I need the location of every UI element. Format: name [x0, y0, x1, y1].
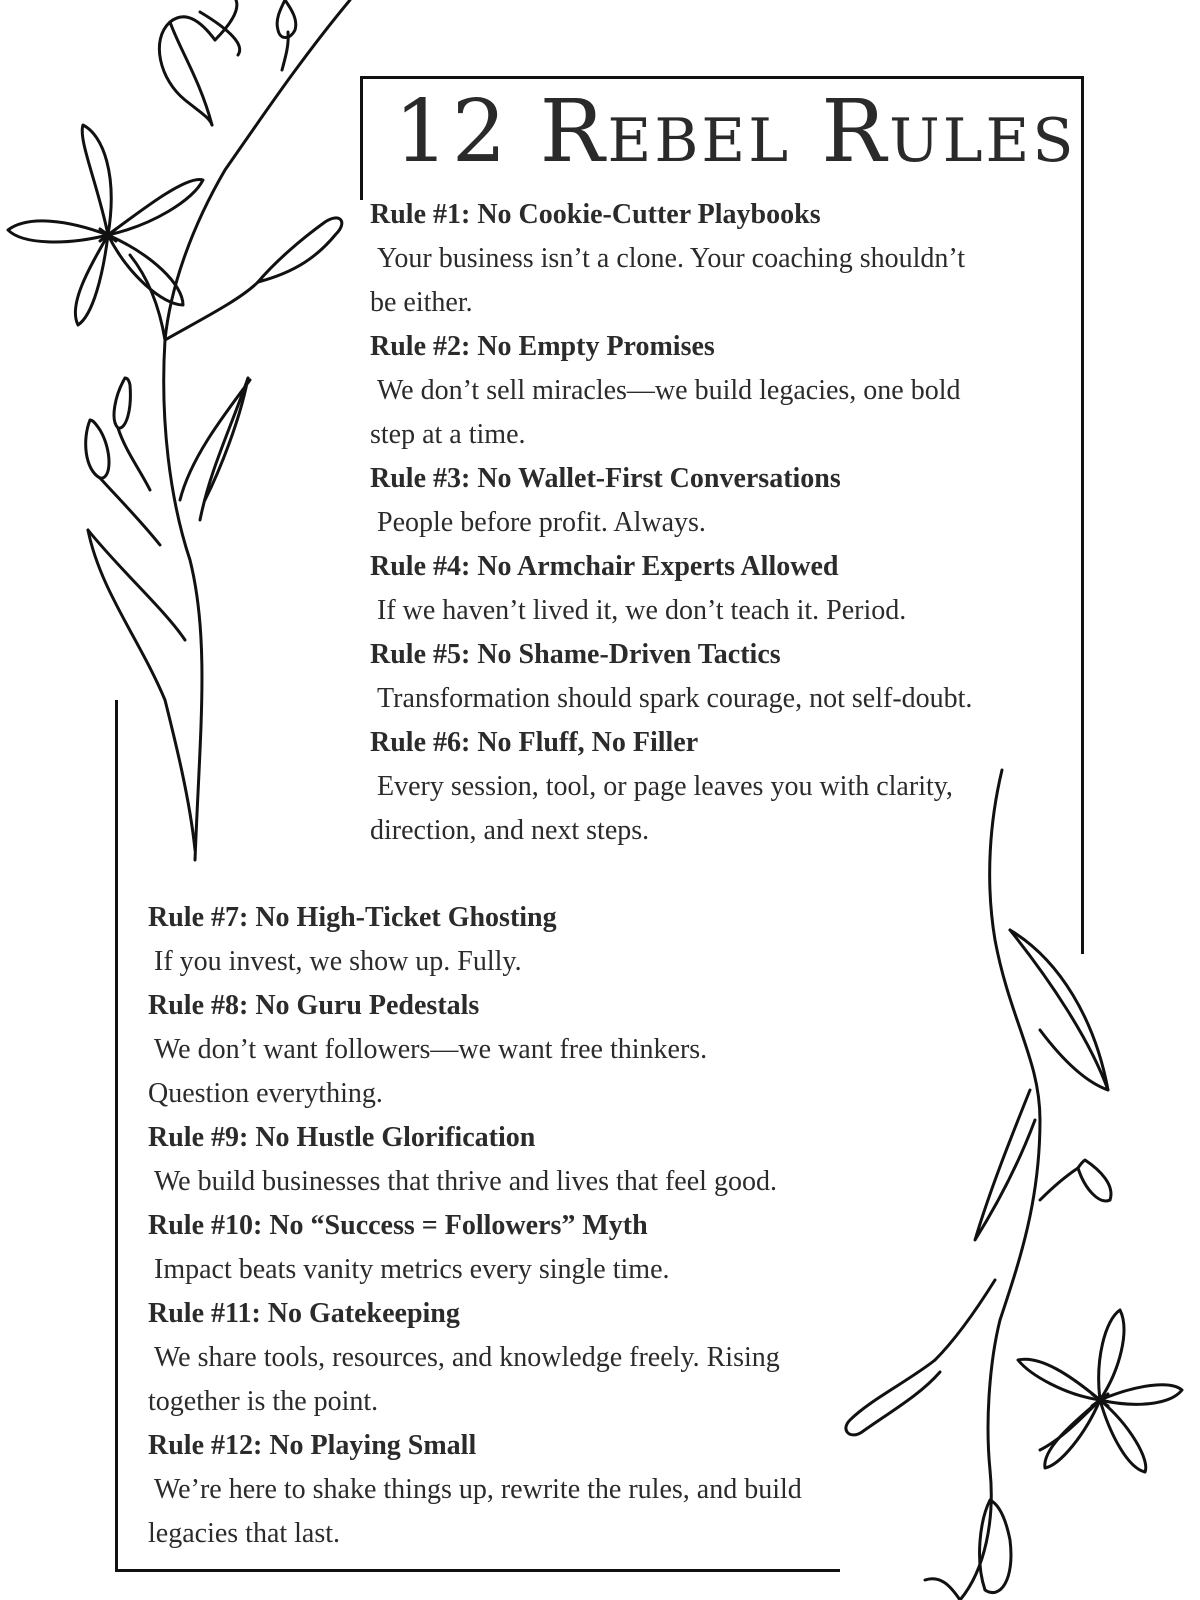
rule-heading: Rule #12: No Playing Small: [148, 1430, 477, 1461]
rule-body: [370, 501, 1050, 545]
rule-heading: Rule #4: No Armchair Experts Allowed: [370, 551, 839, 582]
rule-body-line: step at a time.: [370, 419, 526, 450]
rule-heading: Rule #1: No Cookie-Cutter Playbooks: [370, 199, 821, 230]
frame-right-border: [1081, 76, 1084, 954]
rule-body-line: If you invest, we show up. Fully.: [154, 946, 522, 977]
rule-body-line: We don’t want followers—we want free thinkers.: [154, 1034, 708, 1065]
frame-top-left-border: [360, 76, 363, 200]
rule-heading: Rule #11: No Gatekeeping: [148, 1298, 460, 1329]
rule-body-line: We share tools, resources, and knowledge freely. Rising: [154, 1342, 780, 1373]
rule-body: [370, 237, 1050, 325]
rule-body-line: direction, and next steps.: [370, 815, 650, 846]
rule-body-line: be either.: [370, 287, 473, 318]
rule-body-line: We build businesses that thrive and lives that feel good.: [154, 1166, 777, 1197]
rule-heading: Rule #9: No Hustle Glorification: [148, 1122, 536, 1153]
rule-body-line: If we haven’t lived it, we don’t teach it. Period.: [377, 595, 907, 626]
rule-heading: Rule #5: No Shame-Driven Tactics: [370, 639, 781, 670]
rule-body: [370, 589, 1050, 633]
rule-body: [148, 1028, 868, 1116]
rule-body: [370, 677, 1050, 721]
rule-heading: Rule #8: No Guru Pedestals: [148, 990, 480, 1021]
rules-list-bottom: [148, 896, 868, 1556]
rule-heading: Rule #3: No Wallet-First Conversations: [370, 463, 841, 494]
rule-body-line: legacies that last.: [148, 1518, 341, 1549]
page-title: 12 Rebel Rules: [394, 82, 1077, 182]
frame-top-border: [360, 76, 1084, 79]
rule-heading: Rule #7: No High-Ticket Ghosting: [148, 902, 557, 933]
rule-body-line: Impact beats vanity metrics every single time.: [154, 1254, 670, 1285]
frame-left-border: [115, 700, 118, 1572]
rule-body-line: We’re here to shake things up, rewrite the rules, and build: [154, 1474, 802, 1505]
rule-body-line: Question everything.: [148, 1078, 383, 1109]
rule-body: [148, 940, 868, 984]
rule-heading: Rule #6: No Fluff, No Filler: [370, 727, 699, 758]
rule-body: [148, 1336, 868, 1424]
frame-bottom-border: [115, 1569, 840, 1572]
rule-body: [148, 1468, 868, 1556]
rule-heading: Rule #2: No Empty Promises: [370, 331, 715, 362]
rule-body-line: Transformation should spark courage, not self-doubt.: [377, 683, 973, 714]
rule-body: [148, 1248, 868, 1292]
rule-body-line: Your business isn’t a clone. Your coaching shouldn’t: [377, 243, 966, 274]
rule-body-line: People before profit. Always.: [377, 507, 706, 538]
rule-body: [148, 1160, 868, 1204]
rules-list-top: [370, 193, 1050, 853]
rule-body-line: Every session, tool, or page leaves you with clarity,: [377, 771, 953, 802]
rule-body: [370, 369, 1050, 457]
rule-body-line: together is the point.: [148, 1386, 379, 1417]
rule-heading: Rule #10: No “Success = Followers” Myth: [148, 1210, 648, 1241]
rule-body: [370, 765, 1050, 853]
rule-body-line: We don’t sell miracles—we build legacies, one bold: [377, 375, 961, 406]
